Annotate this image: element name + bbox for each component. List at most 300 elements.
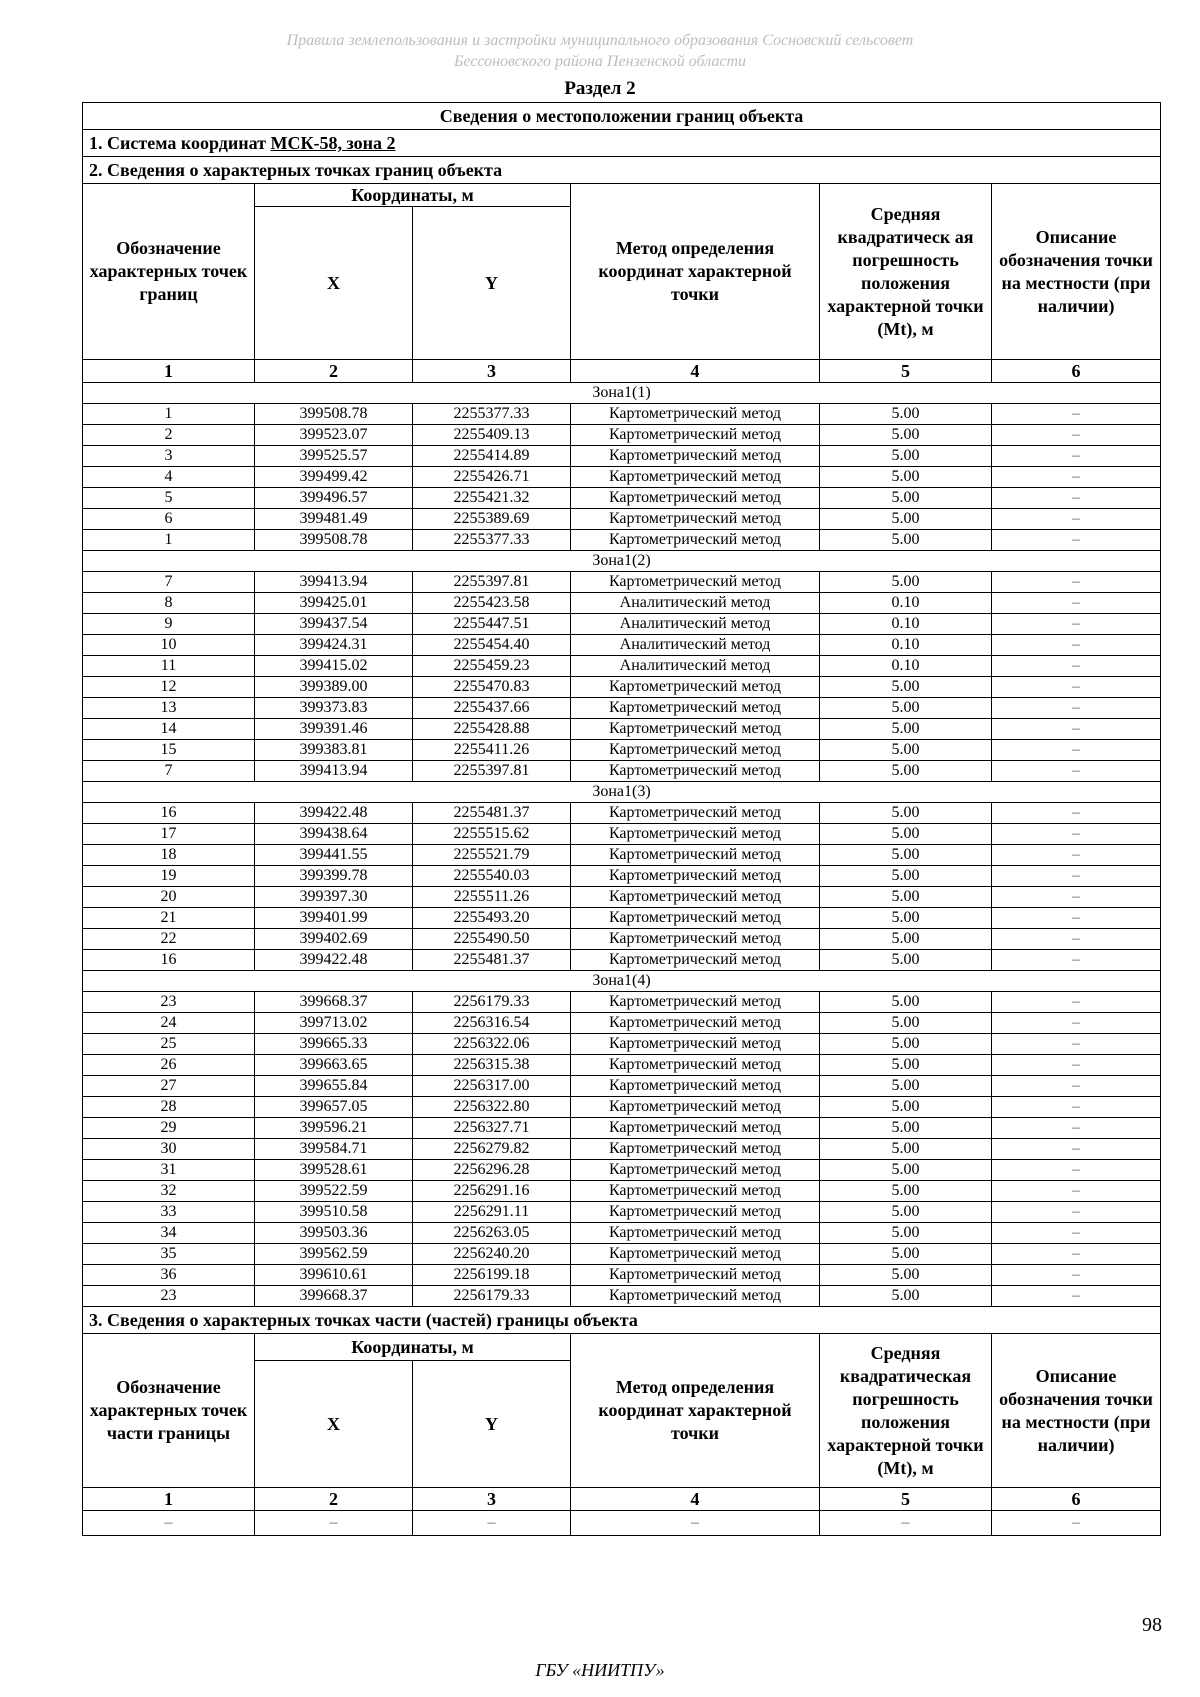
coord-y: 2256322.06 xyxy=(413,1034,571,1055)
error: 0.10 xyxy=(820,656,992,677)
col-num-2: 2 xyxy=(255,360,413,383)
coord-x: 399402.69 xyxy=(255,929,413,950)
error: 0.10 xyxy=(820,593,992,614)
coord-y: 2255426.71 xyxy=(413,467,571,488)
coord-y: 2256291.16 xyxy=(413,1181,571,1202)
coord-y: 2255490.50 xyxy=(413,929,571,950)
error: 5.00 xyxy=(820,1160,992,1181)
coord-y: 2256322.80 xyxy=(413,1097,571,1118)
coord-x: 399441.55 xyxy=(255,845,413,866)
coord-x: 399525.57 xyxy=(255,446,413,467)
method: Картометрический метод xyxy=(571,425,820,446)
point-id: 12 xyxy=(83,677,255,698)
coord-y: 2255437.66 xyxy=(413,698,571,719)
method: Картометрический метод xyxy=(571,677,820,698)
error: 5.00 xyxy=(820,866,992,887)
method: Картометрический метод xyxy=(571,866,820,887)
method: Картометрический метод xyxy=(571,761,820,782)
coord-x: 399391.46 xyxy=(255,719,413,740)
col-num-4: 4 xyxy=(571,360,820,383)
zone-name: Зона1(1) xyxy=(83,383,1161,404)
column-numbers-row xyxy=(83,360,1161,383)
coord-x: 399508.78 xyxy=(255,404,413,425)
error: 5.00 xyxy=(820,425,992,446)
description: – xyxy=(992,1097,1161,1118)
method: Картометрический метод xyxy=(571,824,820,845)
error: 5.00 xyxy=(820,1055,992,1076)
coord-y: 2255411.26 xyxy=(413,740,571,761)
error: 5.00 xyxy=(820,1265,992,1286)
coord-x: 399510.58 xyxy=(255,1202,413,1223)
coord-x: 399422.48 xyxy=(255,950,413,971)
point-id: 23 xyxy=(83,1286,255,1307)
error: 5.00 xyxy=(820,404,992,425)
method: Картометрический метод xyxy=(571,698,820,719)
error: 5.00 xyxy=(820,677,992,698)
description: – xyxy=(992,677,1161,698)
point-id: 16 xyxy=(83,803,255,824)
zone-header-row xyxy=(83,782,1161,803)
point-id: 17 xyxy=(83,824,255,845)
error: 5.00 xyxy=(820,488,992,509)
method: Картометрический метод xyxy=(571,1244,820,1265)
description: – xyxy=(992,824,1161,845)
error: 5.00 xyxy=(820,530,992,551)
error: 5.00 xyxy=(820,1202,992,1223)
table-row xyxy=(83,635,1161,656)
point-id: 29 xyxy=(83,1118,255,1139)
method: Картометрический метод xyxy=(571,1286,820,1307)
running-header-line2: Бессоновского района Пензенской области xyxy=(453,53,747,70)
description: – xyxy=(992,992,1161,1013)
page-number: 98 xyxy=(1142,1614,1162,1636)
header2-designation: Обозначение характерных точек части границы xyxy=(83,1334,255,1488)
method: Картометрический метод xyxy=(571,992,820,1013)
description: – xyxy=(992,593,1161,614)
point-id: 9 xyxy=(83,614,255,635)
point-id: 21 xyxy=(83,908,255,929)
description: – xyxy=(992,740,1161,761)
error: 5.00 xyxy=(820,698,992,719)
boundary-table xyxy=(82,102,1161,1536)
error: 5.00 xyxy=(820,761,992,782)
table-row xyxy=(83,1097,1161,1118)
table-row xyxy=(83,446,1161,467)
footer: ГБУ «НИИТПУ» xyxy=(535,1660,665,1680)
table-row xyxy=(83,740,1161,761)
method: Аналитический метод xyxy=(571,593,820,614)
table-row xyxy=(83,824,1161,845)
header2-x: X xyxy=(255,1361,413,1488)
method: Картометрический метод xyxy=(571,1034,820,1055)
table-row xyxy=(83,866,1161,887)
point-id: 22 xyxy=(83,929,255,950)
coord-y: 2255540.03 xyxy=(413,866,571,887)
point-id: 11 xyxy=(83,656,255,677)
description: – xyxy=(992,803,1161,824)
table-row xyxy=(83,530,1161,551)
method: Картометрический метод xyxy=(571,1181,820,1202)
coord-system-label: 1. Система координат xyxy=(89,133,266,153)
description: – xyxy=(992,698,1161,719)
table-row xyxy=(83,719,1161,740)
header2-description: Описание обозначения точки на местности (при наличии) xyxy=(992,1334,1161,1488)
table-row xyxy=(83,845,1161,866)
header-description: Описание обозначения точки на местности (при наличии) xyxy=(992,184,1161,360)
coord-x: 399665.33 xyxy=(255,1034,413,1055)
error: 5.00 xyxy=(820,1223,992,1244)
col-num2-4: 4 xyxy=(571,1488,820,1511)
table-row xyxy=(83,803,1161,824)
description: – xyxy=(992,656,1161,677)
table-row xyxy=(83,929,1161,950)
header-designation: Обозначение характерных точек границ xyxy=(83,184,255,360)
coord-y: 2256240.20 xyxy=(413,1244,571,1265)
coord-system-value: МСК-58, зона 2 xyxy=(270,133,396,153)
method: Картометрический метод xyxy=(571,1223,820,1244)
table-row xyxy=(83,950,1161,971)
coord-x: 399584.71 xyxy=(255,1139,413,1160)
table-row xyxy=(83,1160,1161,1181)
point-id: 4 xyxy=(83,467,255,488)
point-id: 16 xyxy=(83,950,255,971)
table-row xyxy=(83,404,1161,425)
table-row xyxy=(83,698,1161,719)
coord-x: 399610.61 xyxy=(255,1265,413,1286)
coord-y: 2256317.00 xyxy=(413,1076,571,1097)
coord-x: 399438.64 xyxy=(255,824,413,845)
method: Аналитический метод xyxy=(571,635,820,656)
table-row xyxy=(83,1265,1161,1286)
coord-x: 399413.94 xyxy=(255,572,413,593)
coord-system xyxy=(83,130,1161,157)
method: Картометрический метод xyxy=(571,719,820,740)
header2-row-1 xyxy=(83,1334,1161,1361)
method: Картометрический метод xyxy=(571,950,820,971)
method: Картометрический метод xyxy=(571,803,820,824)
description: – xyxy=(992,1055,1161,1076)
coord-y: 2255397.81 xyxy=(413,761,571,782)
empty-cell: – xyxy=(255,1511,413,1536)
coord-x: 399413.94 xyxy=(255,761,413,782)
zone-header-row xyxy=(83,551,1161,572)
coord-y: 2256263.05 xyxy=(413,1223,571,1244)
table-row xyxy=(83,1181,1161,1202)
error: 5.00 xyxy=(820,572,992,593)
coord-x: 399401.99 xyxy=(255,908,413,929)
method: Картометрический метод xyxy=(571,467,820,488)
point-id: 27 xyxy=(83,1076,255,1097)
coord-x: 399528.61 xyxy=(255,1160,413,1181)
description: – xyxy=(992,1286,1161,1307)
coord-y: 2255481.37 xyxy=(413,950,571,971)
description: – xyxy=(992,1118,1161,1139)
coord-y: 2256315.38 xyxy=(413,1055,571,1076)
coord-y: 2255377.33 xyxy=(413,530,571,551)
point-id: 35 xyxy=(83,1244,255,1265)
description: – xyxy=(992,1013,1161,1034)
error: 5.00 xyxy=(820,950,992,971)
error: 5.00 xyxy=(820,1181,992,1202)
coord-x: 399383.81 xyxy=(255,740,413,761)
method: Картометрический метод xyxy=(571,908,820,929)
table-row xyxy=(83,1118,1161,1139)
description: – xyxy=(992,509,1161,530)
table-row xyxy=(83,1076,1161,1097)
table-row xyxy=(83,1286,1161,1307)
point-id: 6 xyxy=(83,509,255,530)
method: Картометрический метод xyxy=(571,572,820,593)
method: Картометрический метод xyxy=(571,446,820,467)
coord-x: 399562.59 xyxy=(255,1244,413,1265)
description: – xyxy=(992,530,1161,551)
coord-x: 399523.07 xyxy=(255,425,413,446)
point-id: 31 xyxy=(83,1160,255,1181)
header-x: X xyxy=(255,207,413,360)
error: 0.10 xyxy=(820,614,992,635)
column-numbers-row-2 xyxy=(83,1488,1161,1511)
coord-x: 399668.37 xyxy=(255,1286,413,1307)
table-row xyxy=(83,614,1161,635)
point-id: 23 xyxy=(83,992,255,1013)
method: Картометрический метод xyxy=(571,929,820,950)
col-num2-6: 6 xyxy=(992,1488,1161,1511)
method: Картометрический метод xyxy=(571,530,820,551)
header2-method: Метод определения координат характерной точки xyxy=(571,1334,820,1488)
error: 5.00 xyxy=(820,1097,992,1118)
description: – xyxy=(992,1160,1161,1181)
point-id: 25 xyxy=(83,1034,255,1055)
description: – xyxy=(992,1034,1161,1055)
description: – xyxy=(992,1244,1161,1265)
description: – xyxy=(992,719,1161,740)
coord-y: 2255389.69 xyxy=(413,509,571,530)
error: 5.00 xyxy=(820,740,992,761)
table-row xyxy=(83,1034,1161,1055)
description: – xyxy=(992,1202,1161,1223)
method: Картометрический метод xyxy=(571,845,820,866)
point-id: 20 xyxy=(83,887,255,908)
description: – xyxy=(992,866,1161,887)
coord-y: 2255511.26 xyxy=(413,887,571,908)
method: Картометрический метод xyxy=(571,404,820,425)
error: 5.00 xyxy=(820,887,992,908)
description: – xyxy=(992,887,1161,908)
table-row xyxy=(83,908,1161,929)
table-row xyxy=(83,1055,1161,1076)
header-y: Y xyxy=(413,207,571,360)
zone-name: Зона1(2) xyxy=(83,551,1161,572)
coord-x: 399655.84 xyxy=(255,1076,413,1097)
coord-x: 399389.00 xyxy=(255,677,413,698)
col-num-5: 5 xyxy=(820,360,992,383)
points-section-row xyxy=(83,157,1161,184)
error: 5.00 xyxy=(820,1244,992,1265)
coord-x: 399425.01 xyxy=(255,593,413,614)
table-row xyxy=(83,1223,1161,1244)
table-row xyxy=(83,887,1161,908)
coord-y: 2255423.58 xyxy=(413,593,571,614)
point-id: 33 xyxy=(83,1202,255,1223)
empty-cell: – xyxy=(571,1511,820,1536)
description: – xyxy=(992,1139,1161,1160)
point-id: 3 xyxy=(83,446,255,467)
col-num2-2: 2 xyxy=(255,1488,413,1511)
error: 5.00 xyxy=(820,1286,992,1307)
description: – xyxy=(992,404,1161,425)
description: – xyxy=(992,467,1161,488)
coord-y: 2255428.88 xyxy=(413,719,571,740)
coord-x: 399522.59 xyxy=(255,1181,413,1202)
coord-x: 399503.36 xyxy=(255,1223,413,1244)
coord-x: 399424.31 xyxy=(255,635,413,656)
table-row xyxy=(83,425,1161,446)
coord-x: 399437.54 xyxy=(255,614,413,635)
coord-x: 399657.05 xyxy=(255,1097,413,1118)
method: Картометрический метод xyxy=(571,488,820,509)
coord-y: 2256316.54 xyxy=(413,1013,571,1034)
parts-section-row xyxy=(83,1307,1161,1334)
method: Картометрический метод xyxy=(571,1055,820,1076)
table-row xyxy=(83,992,1161,1013)
point-id: 28 xyxy=(83,1097,255,1118)
empty-cell: – xyxy=(413,1511,571,1536)
point-id: 5 xyxy=(83,488,255,509)
col-num2-1: 1 xyxy=(83,1488,255,1511)
coord-x: 399499.42 xyxy=(255,467,413,488)
empty-cell: – xyxy=(83,1511,255,1536)
coord-y: 2255481.37 xyxy=(413,803,571,824)
error: 5.00 xyxy=(820,467,992,488)
col-num2-5: 5 xyxy=(820,1488,992,1511)
coord-y: 2256199.18 xyxy=(413,1265,571,1286)
coord-x: 399373.83 xyxy=(255,698,413,719)
method: Картометрический метод xyxy=(571,1139,820,1160)
description: – xyxy=(992,1181,1161,1202)
header2-error: Средняя квадратическая погрешность положения характерной точки (Mt), м xyxy=(820,1334,992,1488)
coord-x: 399713.02 xyxy=(255,1013,413,1034)
point-id: 1 xyxy=(83,530,255,551)
coord-y: 2256279.82 xyxy=(413,1139,571,1160)
coord-y: 2255454.40 xyxy=(413,635,571,656)
method: Картометрический метод xyxy=(571,1097,820,1118)
zone-header-row xyxy=(83,971,1161,992)
table-row xyxy=(83,1139,1161,1160)
table-row xyxy=(83,488,1161,509)
header-method: Метод определения координат характерной точки xyxy=(571,184,820,360)
error: 5.00 xyxy=(820,845,992,866)
col-num-3: 3 xyxy=(413,360,571,383)
table-row xyxy=(83,467,1161,488)
error: 5.00 xyxy=(820,719,992,740)
description: – xyxy=(992,446,1161,467)
description: – xyxy=(992,614,1161,635)
running-header-line1: Правила землепользования и застройки муниципального образования Сосновский сельсовет xyxy=(286,32,914,49)
point-id: 24 xyxy=(83,1013,255,1034)
table-row xyxy=(83,1244,1161,1265)
coord-x: 399399.78 xyxy=(255,866,413,887)
method: Аналитический метод xyxy=(571,656,820,677)
coord-x: 399415.02 xyxy=(255,656,413,677)
header-error: Средняя квадратическ ая погрешность положения характерной точки (Mt), м xyxy=(820,184,992,360)
error: 5.00 xyxy=(820,1013,992,1034)
zone-name: Зона1(4) xyxy=(83,971,1161,992)
coord-y: 2255515.62 xyxy=(413,824,571,845)
coord-y: 2255493.20 xyxy=(413,908,571,929)
coord-y: 2255470.83 xyxy=(413,677,571,698)
table-row xyxy=(83,761,1161,782)
table-title: Сведения о местоположении границ объекта xyxy=(83,103,1161,130)
description: – xyxy=(992,908,1161,929)
error: 5.00 xyxy=(820,929,992,950)
error: 5.00 xyxy=(820,992,992,1013)
header2-y: Y xyxy=(413,1361,571,1488)
coord-y: 2255521.79 xyxy=(413,845,571,866)
point-id: 2 xyxy=(83,425,255,446)
coord-y: 2255409.13 xyxy=(413,425,571,446)
coord-y: 2255447.51 xyxy=(413,614,571,635)
error: 5.00 xyxy=(820,824,992,845)
description: – xyxy=(992,950,1161,971)
coord-y: 2256296.28 xyxy=(413,1160,571,1181)
col-num2-3: 3 xyxy=(413,1488,571,1511)
col-num-1: 1 xyxy=(83,360,255,383)
coord-y: 2255421.32 xyxy=(413,488,571,509)
point-id: 30 xyxy=(83,1139,255,1160)
table-row xyxy=(83,1013,1161,1034)
error: 5.00 xyxy=(820,509,992,530)
error: 5.00 xyxy=(820,803,992,824)
error: 5.00 xyxy=(820,446,992,467)
table-row xyxy=(83,593,1161,614)
coord-x: 399397.30 xyxy=(255,887,413,908)
method: Картометрический метод xyxy=(571,1076,820,1097)
error: 5.00 xyxy=(820,1118,992,1139)
table-row xyxy=(83,509,1161,530)
coord-y: 2255414.89 xyxy=(413,446,571,467)
coord-y: 2255459.23 xyxy=(413,656,571,677)
method: Картометрический метод xyxy=(571,509,820,530)
coord-y: 2255397.81 xyxy=(413,572,571,593)
error: 5.00 xyxy=(820,908,992,929)
description: – xyxy=(992,425,1161,446)
method: Картометрический метод xyxy=(571,1160,820,1181)
method: Аналитический метод xyxy=(571,614,820,635)
method: Картометрический метод xyxy=(571,1118,820,1139)
empty-cell: – xyxy=(992,1511,1161,1536)
error: 0.10 xyxy=(820,635,992,656)
point-id: 10 xyxy=(83,635,255,656)
point-id: 1 xyxy=(83,404,255,425)
method: Картометрический метод xyxy=(571,740,820,761)
coord-y: 2256179.33 xyxy=(413,1286,571,1307)
parts-section-title: 3. Сведения о характерных точках части (частей) границы объекта xyxy=(83,1307,1161,1334)
method: Картометрический метод xyxy=(571,887,820,908)
coord-system-row xyxy=(83,130,1161,157)
point-id: 32 xyxy=(83,1181,255,1202)
point-id: 36 xyxy=(83,1265,255,1286)
header2-coords: Координаты, м xyxy=(255,1334,571,1361)
error: 5.00 xyxy=(820,1076,992,1097)
description: – xyxy=(992,1223,1161,1244)
points-section-title: 2. Сведения о характерных точках границ объекта xyxy=(83,157,1161,184)
table-row xyxy=(83,677,1161,698)
coord-x: 399508.78 xyxy=(255,530,413,551)
coord-x: 399668.37 xyxy=(255,992,413,1013)
description: – xyxy=(992,635,1161,656)
coord-x: 399663.65 xyxy=(255,1055,413,1076)
coord-x: 399422.48 xyxy=(255,803,413,824)
